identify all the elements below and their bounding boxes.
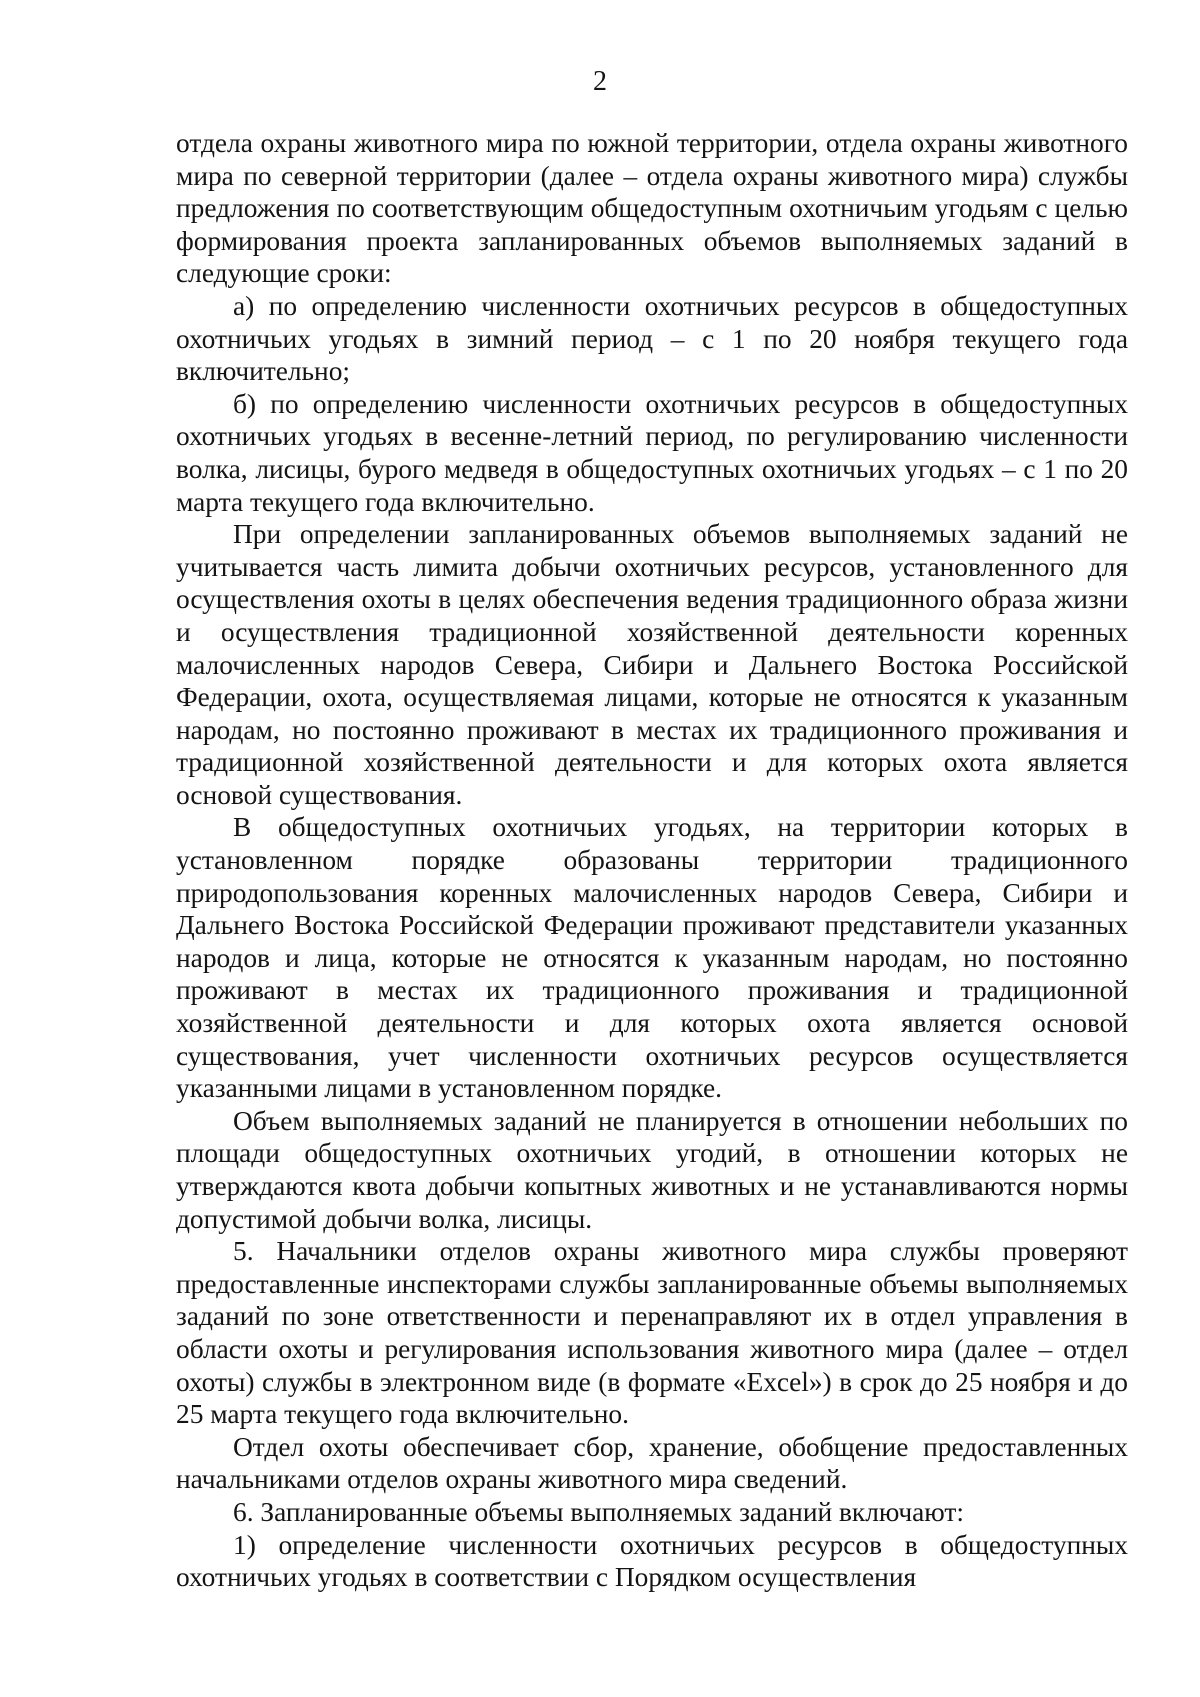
paragraph-item-a: а) по определению численности охотничьих ресурсов в общедоступных охотничьих угодьях в зимний период – с 1 по 20 ноября текущего года включительно; bbox=[176, 290, 1128, 387]
paragraph-continuation: отдела охраны животного мира по южной территории, отдела охраны животного мира по северной территории (далее – отдела охраны животного мира) службы предложения по соответствующим общедоступным охотничьим угодьям с целью формирования проекта запланированных объемов выполняемых заданий в следующие сроки: bbox=[176, 128, 1128, 289]
paragraph-section-6: 6. Запланированные объемы выполняемых заданий включают: bbox=[233, 1496, 964, 1527]
document-body bbox=[176, 127, 1128, 1594]
paragraph-section-6-item-1: 1) определение численности охотничьих ресурсов в общедоступных охотничьих угодьях в соответствии с Порядком осуществления bbox=[176, 1529, 1128, 1593]
paragraph-traditional-territories: В общедоступных охотничьих угодьях, на территории которых в установленном порядке образованы территории традиционного природопользования коренных малочисленных народов Севера, Сибири и Дальнего Востока Российской Федерации проживают представители указанных народов и лица, которые не относятся к указанным народам, но постоянно проживают в местах их традиционного проживания и традиционной хозяйственной деятельности и для которых охота является основой существования, учет численности охотничьих ресурсов осуществляется указанными лицами в установленном порядке. bbox=[176, 812, 1128, 1104]
paragraph-section-5: 5. Начальники отделов охраны животного мира службы проверяют предоставленные инспекторами службы запланированные объемы выполняемых заданий по зоне ответственности и перенаправляют их в отдел управления в области охоты и регулирования использования животного мира (далее – отдел охоты) службы в электронном виде (в формате «Excel») в срок до 25 ноября и до 25 марта текущего года включительно. bbox=[176, 1236, 1128, 1430]
paragraph-hunting-department: Отдел охоты обеспечивает сбор, хранение, обобщение предоставленных начальниками отделов охраны животного мира сведений. bbox=[176, 1431, 1128, 1495]
paragraph-item-b: б) по определению численности охотничьих ресурсов в общедоступных охотничьих угодьях в весенне-летний период, по регулированию численности волка, лисицы, бурого медведя в общедоступных охотничьих угодьях – с 1 по 20 марта текущего года включительно. bbox=[176, 388, 1128, 517]
paragraph-limit-exclusion: При определении запланированных объемов выполняемых заданий не учитывается часть лимита добычи охотничьих ресурсов, установленного для осуществления охоты в целях обеспечения ведения традиционного образа жизни и осуществления традиционной хозяйственной деятельности коренных малочисленных народов Севера, Сибири и Дальнего Востока Российской Федерации, охота, осуществляемая лицами, которые не относятся к указанным народам, но постоянно проживают в местах их традиционного проживания и традиционной хозяйственной деятельности и для которых охота является основой существования. bbox=[176, 519, 1128, 810]
page-number: 2 bbox=[593, 66, 607, 97]
paragraph-small-areas: Объем выполняемых заданий не планируется в отношении небольших по площади общедоступных охотничьих угодий, в отношении которых не утверждаются квота добычи копытных животных и не устанавливаются нормы допустимой добычи волка, лисицы. bbox=[176, 1105, 1128, 1234]
